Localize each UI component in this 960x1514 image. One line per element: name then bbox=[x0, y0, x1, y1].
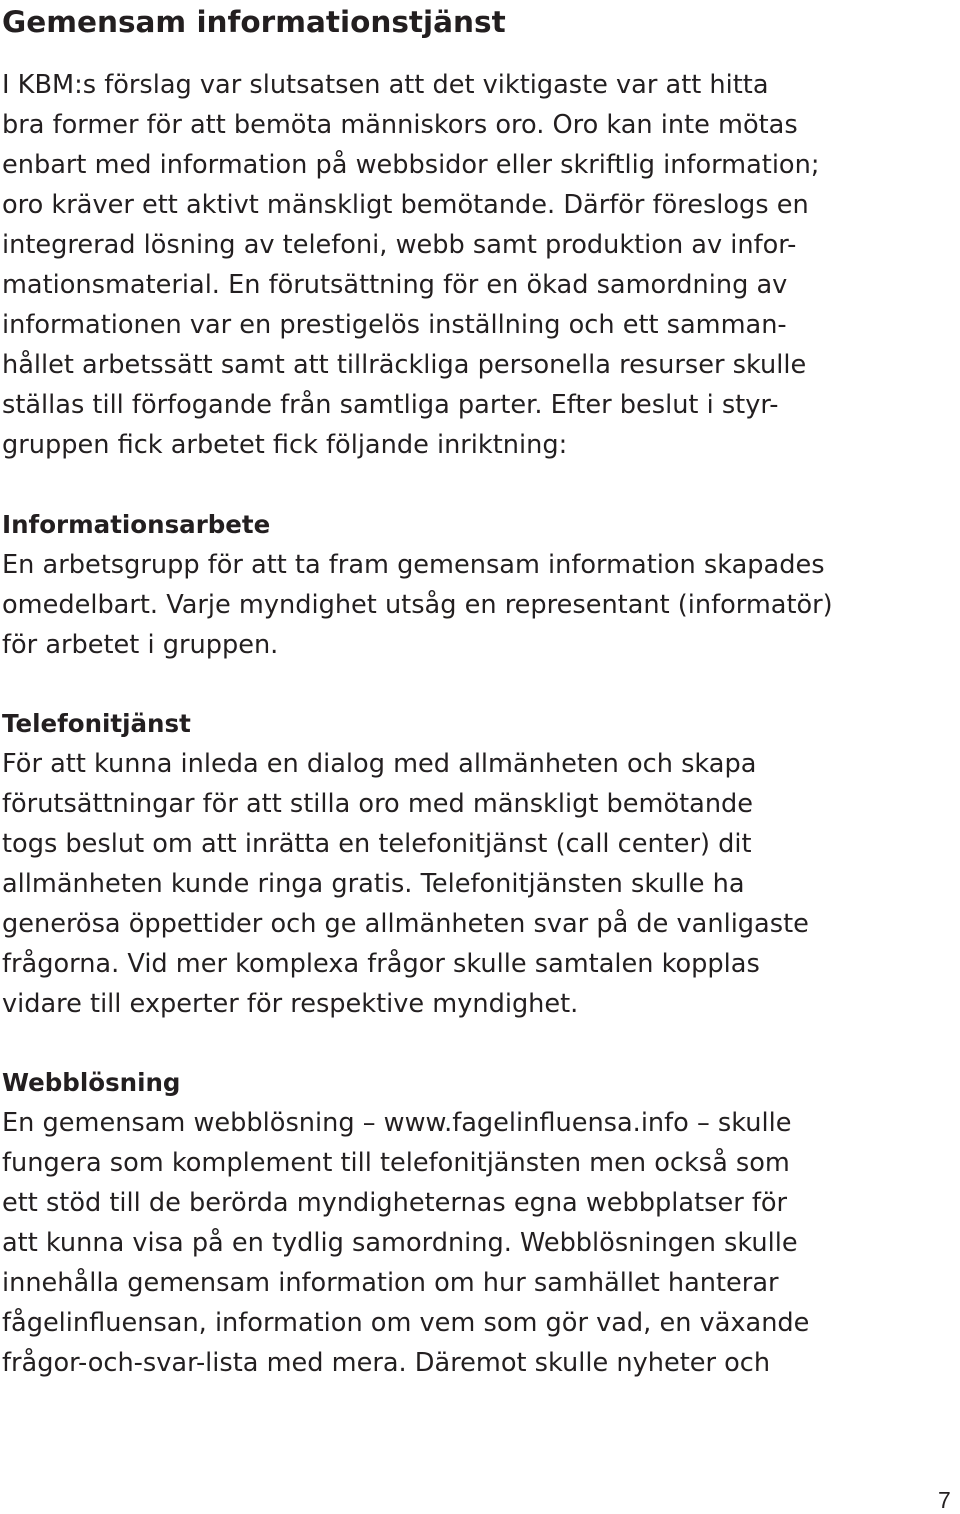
text-line: fågelinfluensan, information om vem som gör vad, en växande bbox=[2, 1308, 810, 1338]
text-line: att kunna visa på en tydlig samordning. Webblösningen skulle bbox=[2, 1228, 798, 1258]
text-line: allmänheten kunde ringa gratis. Telefonitjänsten skulle ha bbox=[2, 869, 745, 899]
text-line: hållet arbetssätt samt att tillräckliga personella resurser skulle bbox=[2, 350, 807, 380]
section-heading-telefonitjanst: Telefonitjänst bbox=[2, 709, 191, 738]
section-heading-webblosning: Webblösning bbox=[2, 1068, 181, 1097]
section-paragraph-telefonitjanst bbox=[2, 744, 809, 1024]
text-line: mationsmaterial. En förutsättning för en ökad samordning av bbox=[2, 270, 788, 300]
intro-paragraph bbox=[2, 65, 819, 465]
text-line: togs beslut om att inrätta en telefonitjänst (call center) dit bbox=[2, 829, 752, 859]
text-line: gruppen fick arbetet fick följande inriktning: bbox=[2, 430, 568, 460]
text-line: generösa öppettider och ge allmänheten svar på de vanligaste bbox=[2, 909, 809, 939]
section-paragraph-informationsarbete bbox=[2, 545, 833, 665]
text-line: integrerad lösning av telefoni, webb samt produktion av infor- bbox=[2, 230, 797, 260]
text-line: förutsättningar för att stilla oro med mänskligt bemötande bbox=[2, 789, 754, 819]
text-line: En gemensam webblösning – www.fagelinfluensa.info – skulle bbox=[2, 1108, 792, 1138]
text-line: oro kräver ett aktivt mänskligt bemötande. Därför föreslogs en bbox=[2, 190, 809, 220]
text-line: För att kunna inleda en dialog med allmänheten och skapa bbox=[2, 749, 757, 779]
text-line: frågorna. Vid mer komplexa frågor skulle samtalen kopplas bbox=[2, 949, 760, 979]
text-line: för arbetet i gruppen. bbox=[2, 630, 279, 660]
section-paragraph-webblosning bbox=[2, 1103, 809, 1383]
text-line: frågor-och-svar-lista med mera. Däremot skulle nyheter och bbox=[2, 1348, 771, 1378]
text-line: ett stöd till de berörda myndigheternas egna webbplatser för bbox=[2, 1188, 788, 1218]
text-line: bra former för att bemöta människors oro. Oro kan inte mötas bbox=[2, 110, 798, 140]
page-title: Gemensam informationstjänst bbox=[2, 5, 506, 39]
text-line: En arbetsgrupp för att ta fram gemensam information skapades bbox=[2, 550, 825, 580]
text-line: informationen var en prestigelös inställning och ett samman- bbox=[2, 310, 787, 340]
text-line: fungera som komplement till telefonitjänsten men också som bbox=[2, 1148, 790, 1178]
text-line: I KBM:s förslag var slutsatsen att det viktigaste var att hitta bbox=[2, 70, 769, 100]
text-line: vidare till experter för respektive myndighet. bbox=[2, 989, 579, 1019]
text-line: omedelbart. Varje myndighet utsåg en representant (informatör) bbox=[2, 590, 833, 620]
page-number: 7 bbox=[938, 1487, 951, 1513]
text-line: enbart med information på webbsidor eller skriftlig information; bbox=[2, 150, 820, 180]
text-line: ställas till förfogande från samtliga parter. Efter beslut i styr- bbox=[2, 390, 779, 420]
section-heading-informationsarbete: Informationsarbete bbox=[2, 510, 271, 539]
text-line: innehålla gemensam information om hur samhället hanterar bbox=[2, 1268, 779, 1298]
